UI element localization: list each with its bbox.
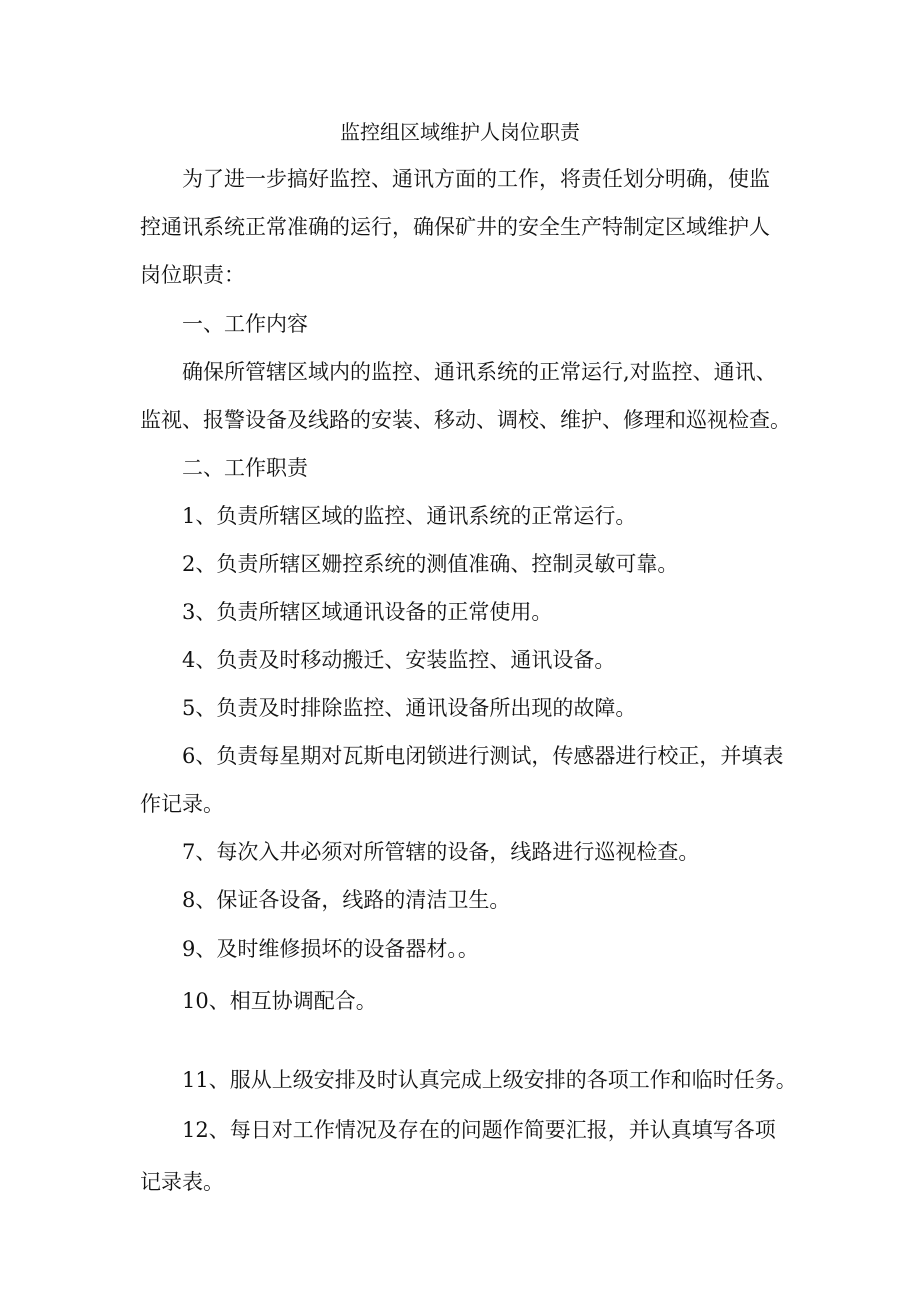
duty-item-8: 8、保证各设备，线路的清洁卫生。	[182, 888, 511, 912]
duty-item-11: 11、服从上级安排及时认真完成上级安排的各项工作和临时任务。	[182, 1068, 797, 1092]
duty-item-4: 4、负责及时移动搬迁、安装监控、通讯设备。	[182, 648, 616, 672]
section-1-body-line-2: 监视、报警设备及线路的安装、移动、调校、维护、修理和巡视检查。	[140, 408, 791, 432]
document-title: 监控组区域维护人岗位职责	[340, 120, 580, 144]
intro-line-3: 岗位职责：	[140, 263, 245, 287]
duty-item-12: 12、每日对工作情况及存在的问题作简要汇报，并认真填写各项	[182, 1118, 776, 1142]
section-1-heading: 一、工作内容	[182, 312, 308, 336]
duty-item-9: 9、及时维修损坏的设备器材。。	[182, 937, 479, 961]
section-1-body-line-1: 确保所管辖区域内的监控、通讯系统的正常运行,对监控、通讯、	[182, 360, 777, 384]
duty-item-10: 10、相互协调配合。	[182, 989, 377, 1013]
duty-item-1: 1、负责所辖区域的监控、通讯系统的正常运行。	[182, 504, 637, 528]
section-2-heading: 二、工作职责	[182, 456, 308, 480]
intro-line-2: 控通讯系统正常准确的运行，确保矿井的安全生产特制定区域维护人	[140, 215, 770, 239]
duty-item-7: 7、每次入井必须对所管辖的设备，线路进行巡视检查。	[182, 840, 700, 864]
duty-item-6: 6、负责每星期对瓦斯电闭锁进行测试，传感器进行校正，并填表	[182, 744, 784, 768]
duty-item-6-continuation: 作记录。	[140, 792, 224, 816]
duty-item-12-continuation: 记录表。	[140, 1170, 224, 1194]
duty-item-2: 2、负责所辖区姗控系统的测值准确、控制灵敏可靠。	[182, 552, 679, 576]
duty-item-5: 5、负责及时排除监控、通讯设备所出现的故障。	[182, 696, 637, 720]
duty-item-3: 3、负责所辖区域通讯设备的正常使用。	[182, 600, 553, 624]
intro-line-1: 为了进一步搞好监控、通讯方面的工作，将责任划分明确，使监	[182, 167, 770, 191]
